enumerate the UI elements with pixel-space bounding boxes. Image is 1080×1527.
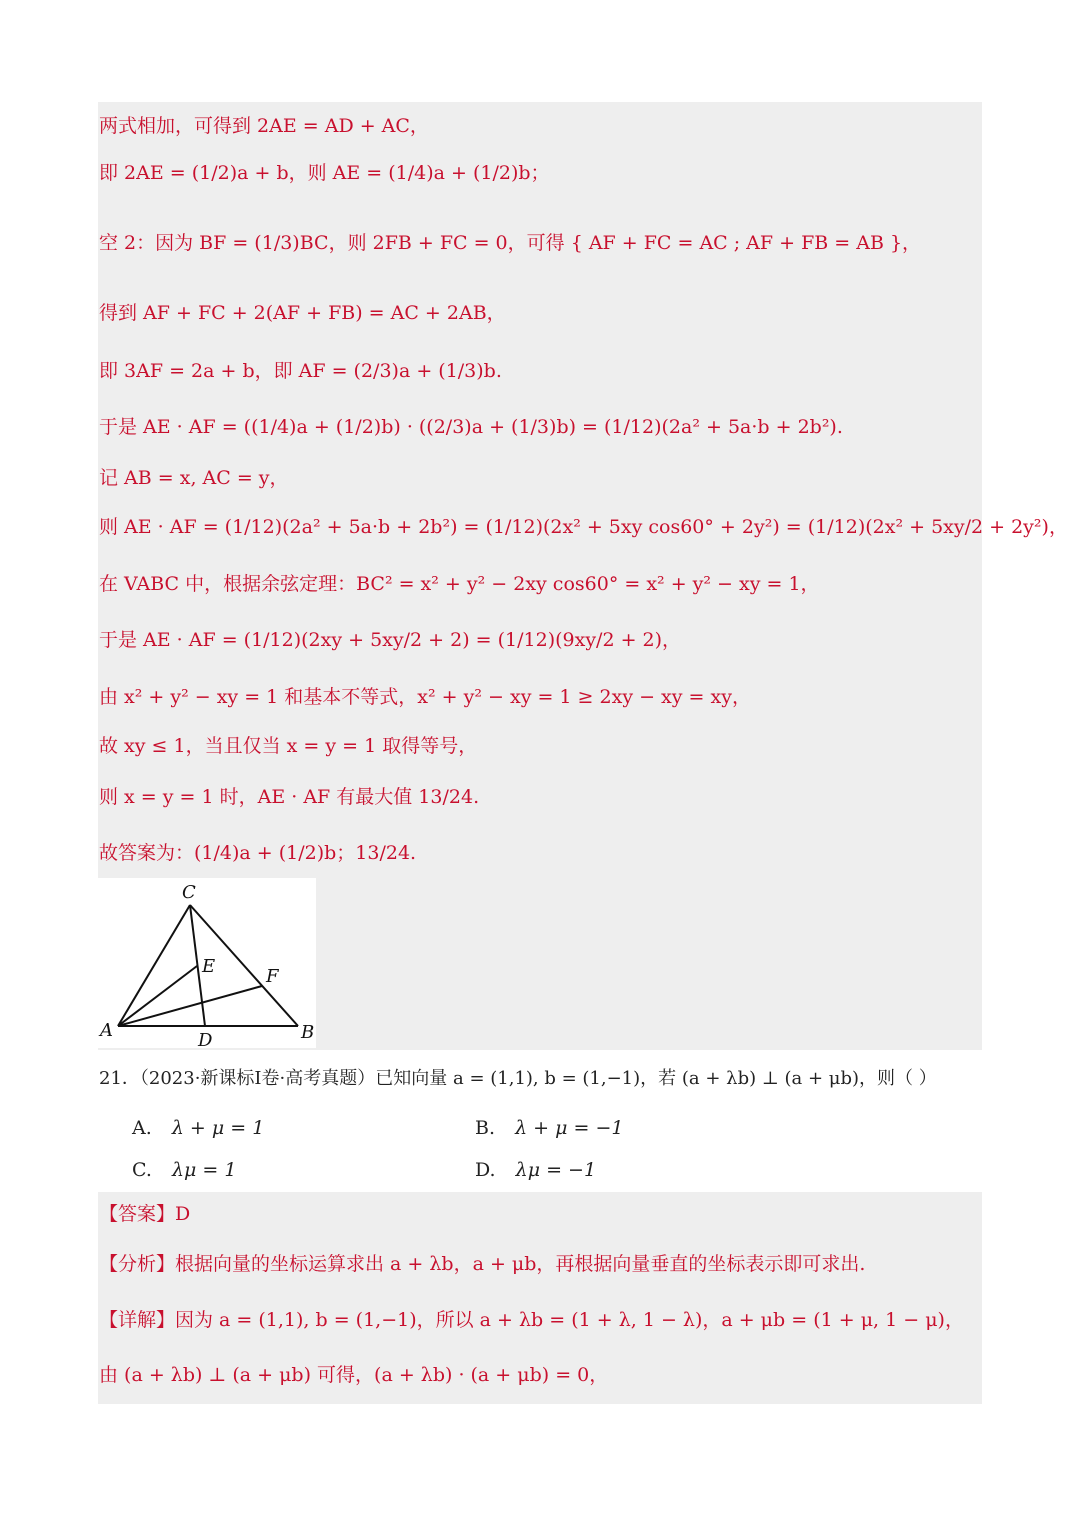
solution-line-10: 于是 AE · AF = (1/12)(2xy + 5xy/2 + 2) = (1/12)(9xy/2 + 2)， xyxy=(99,629,682,651)
answer-label: 【答案】 xyxy=(99,1203,176,1225)
label-c: C xyxy=(182,882,196,903)
option-b-expr: λ + μ = −1 xyxy=(515,1117,624,1139)
option-c xyxy=(132,1159,236,1181)
solution-line-1: 两式相加，可得到 2AE = AD + AC， xyxy=(99,115,429,137)
question-21: 21．（2023·新课标Ⅰ卷·高考真题）已知向量 a = (1,1), b = (1,−1)，若 (a + λb) ⊥ (a + μb)，则（ ） xyxy=(99,1068,937,1089)
label-d: D xyxy=(198,1030,213,1048)
solution-line-5: 即 3AF = 2a + b，即 AF = (2/3)a + (1/3)b. xyxy=(99,360,502,382)
option-b-letter: B. xyxy=(475,1117,496,1139)
segment-af xyxy=(118,986,262,1026)
option-b xyxy=(475,1117,623,1139)
option-a xyxy=(132,1117,264,1139)
solution-line-2: 即 2AE = (1/2)a + b，则 AE = (1/4)a + (1/2)b； xyxy=(99,162,550,184)
analysis-line xyxy=(99,1251,865,1277)
option-d-letter: D. xyxy=(475,1159,496,1181)
side-ac xyxy=(118,905,190,1026)
solution-line-11: 由 x² + y² − xy = 1 和基本不等式，x² + y² − xy = 1 ≥ 2xy − xy = xy， xyxy=(99,686,751,708)
answer-line xyxy=(99,1201,190,1227)
solution-line-4: 得到 AF + FC + 2(AF + FB) = AC + 2AB， xyxy=(99,302,506,324)
solution-line-6: 于是 AE · AF = ((1/4)a + (1/2)b) · ((2/3)a + (1/3)b) = (1/12)(2a² + 5a·b + 2b²). xyxy=(99,416,843,438)
detail-line-2: 由 (a + λb) ⊥ (a + μb) 可得，(a + λb) · (a + μb) = 0， xyxy=(99,1364,609,1386)
option-c-expr: λμ = 1 xyxy=(171,1159,237,1181)
detail-text: 因为 a = (1,1), b = (1,−1)，所以 a + λb = (1 + λ, 1 − λ)，a + μb = (1 + μ, 1 − μ)， xyxy=(175,1309,964,1331)
solution-line-7: 记 AB = x, AC = y， xyxy=(99,467,289,489)
option-d xyxy=(475,1159,596,1181)
answer-value: D xyxy=(175,1203,191,1225)
label-e: E xyxy=(202,956,216,977)
option-a-letter: A. xyxy=(132,1117,152,1139)
solution-line-3: 空 2：因为 BF = (1/3)BC，则 2FB + FC = 0，可得 { AF + FC = AC ; AF + FB = AB }， xyxy=(99,232,922,254)
analysis-text: 根据向量的坐标运算求出 a + λb，a + μb，再根据向量垂直的坐标表示即可求出. xyxy=(175,1253,866,1275)
solution-line-13: 则 x = y = 1 时，AE · AF 有最大值 13/24. xyxy=(99,786,480,808)
solution-line-9: 在 VABC 中，根据余弦定理：BC² = x² + y² − 2xy cos60° = x² + y² − xy = 1， xyxy=(99,573,820,595)
analysis-label: 【分析】 xyxy=(99,1253,176,1275)
option-d-expr: λμ = −1 xyxy=(515,1159,597,1181)
solution-line-14: 故答案为：(1/4)a + (1/2)b；13/24. xyxy=(99,842,417,864)
option-c-letter: C. xyxy=(132,1159,152,1181)
solution-line-12: 故 xy ≤ 1，当且仅当 x = y = 1 取得等号， xyxy=(99,735,478,757)
solution-line-8: 则 AE · AF = (1/12)(2a² + 5a·b + 2b²) = (1/12)(2x² + 5xy cos60° + 2y²) = (1/12)(2x² + 5xy/2 + 2y²)， xyxy=(99,516,1068,538)
label-a: A xyxy=(100,1020,113,1041)
triangle-figure xyxy=(98,878,316,1048)
option-a-expr: λ + μ = 1 xyxy=(171,1117,265,1139)
detail-label: 【详解】 xyxy=(99,1309,176,1331)
detail-line xyxy=(99,1307,964,1333)
label-b: B xyxy=(301,1022,315,1043)
label-f: F xyxy=(266,966,279,987)
segment-ae xyxy=(118,966,197,1026)
